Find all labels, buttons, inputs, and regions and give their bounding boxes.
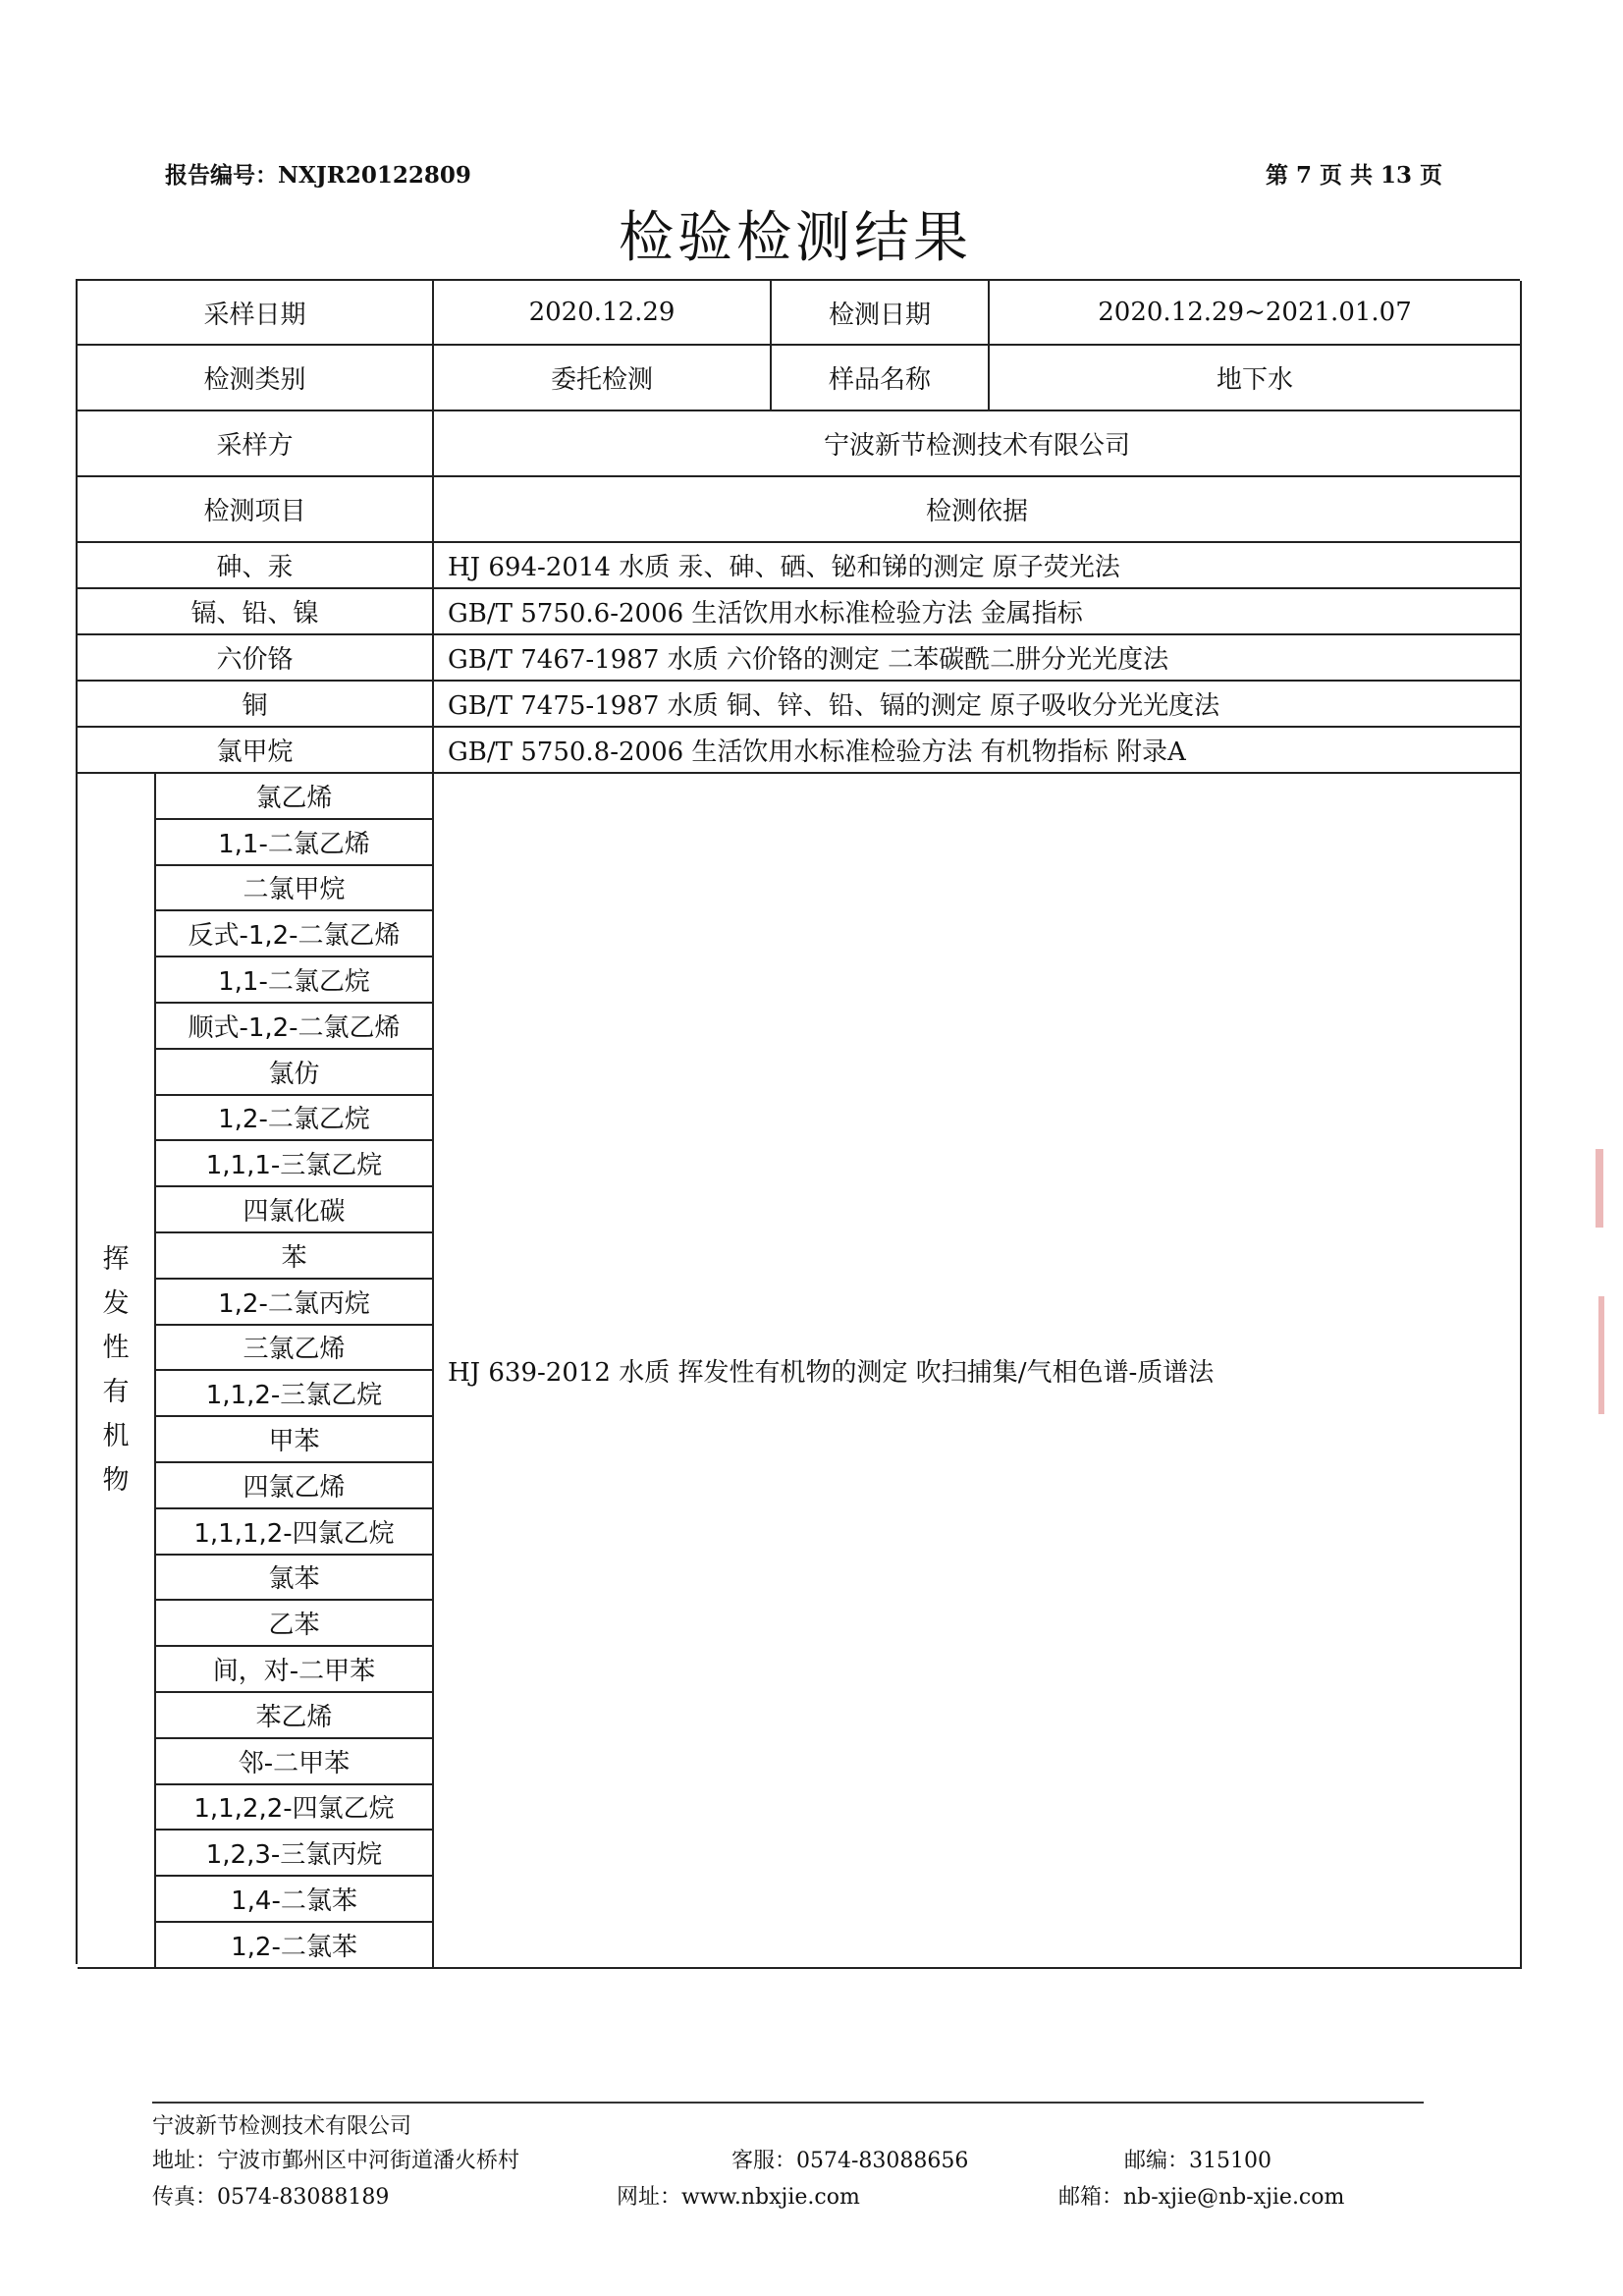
method-item: 六价铬 [78,635,434,682]
footer-company: 宁波新节检测技术有限公司 [152,2114,412,2139]
basis-header: 检测依据 [434,477,1522,543]
method-basis: HJ 694-2014 水质 汞、砷、硒、铋和锑的测定 原子荧光法 [434,543,1522,589]
voc-category-char: 机 [102,1421,130,1452]
report-number: 报告编号：NXJR20122809 [165,162,471,189]
footer-service: 客服：0574-83088656 [731,2149,969,2173]
footer-website: 网址：www.nbxjie.com [617,2185,860,2210]
method-basis: GB/T 7467-1987 水质 六价铬的测定 二苯碳酰二肼分光光度法 [434,635,1522,682]
voc-item: 反式-1,2-二氯乙烯 [156,911,434,957]
method-basis: GB/T 7475-1987 水质 铜、锌、铅、镉的测定 原子吸收分光光度法 [434,682,1522,728]
footer-address: 地址：宁波市鄞州区中河街道潘火桥村 [152,2149,520,2173]
results-table [76,279,1520,1964]
voc-item: 苯乙烯 [156,1693,434,1739]
voc-item: 1,1,2,2-四氯乙烷 [156,1785,434,1831]
page-title: 检验检测结果 [619,206,972,270]
voc-item: 1,1,2-三氯乙烷 [156,1371,434,1417]
method-item: 砷、汞 [78,543,434,589]
footer-fax: 传真：0574-83088189 [152,2185,390,2210]
seal-mark [1598,1296,1604,1414]
method-basis: GB/T 5750.8-2006 生活饮用水标准检验方法 有机物指标 附录A [434,728,1522,774]
footer-postcode: 邮编：315100 [1124,2149,1271,2173]
voc-item: 顺式-1,2-二氯乙烯 [156,1004,434,1050]
category-label: 检测类别 [78,346,434,411]
voc-item: 甲苯 [156,1417,434,1463]
voc-category-label [78,774,156,1969]
test-date-label: 检测日期 [772,281,990,346]
page-indicator: 第 7 页 共 13 页 [1265,162,1442,189]
voc-item: 间，对-二甲苯 [156,1647,434,1693]
voc-item: 1,1,1,2-四氯乙烷 [156,1509,434,1556]
seal-mark [1596,1149,1603,1228]
method-basis: GB/T 5750.6-2006 生活饮用水标准检验方法 金属指标 [434,589,1522,635]
category-value: 委托检测 [434,346,772,411]
voc-item: 氯仿 [156,1050,434,1096]
voc-item: 1,2-二氯丙烷 [156,1280,434,1326]
sampler-label: 采样方 [78,411,434,477]
voc-item: 苯 [156,1233,434,1280]
test-date: 2020.12.29~2021.01.07 [990,281,1522,346]
sample-name: 地下水 [990,346,1522,411]
sampling-date-label: 采样日期 [78,281,434,346]
sampling-date: 2020.12.29 [434,281,772,346]
voc-category-char: 发 [102,1288,130,1320]
voc-item: 1,1-二氯乙烯 [156,820,434,866]
item-header: 检测项目 [78,477,434,543]
voc-item: 1,1,1-三氯乙烷 [156,1141,434,1187]
voc-category-char: 物 [102,1465,130,1497]
voc-item: 四氯乙烯 [156,1463,434,1509]
voc-item: 1,4-二氯苯 [156,1877,434,1923]
voc-item: 四氯化碳 [156,1187,434,1233]
method-item: 镉、铅、镍 [78,589,434,635]
voc-basis: HJ 639-2012 水质 挥发性有机物的测定 吹扫捕集/气相色谱-质谱法 [434,774,1522,1969]
sample-name-label: 样品名称 [772,346,990,411]
footer-divider [152,2102,1424,2104]
voc-item: 三氯乙烯 [156,1326,434,1372]
voc-item: 1,2-二氯苯 [156,1923,434,1969]
voc-category-char: 挥 [102,1244,130,1276]
voc-item: 1,1-二氯乙烷 [156,957,434,1004]
method-item: 氯甲烷 [78,728,434,774]
voc-item: 氯苯 [156,1556,434,1602]
voc-item: 邻-二甲苯 [156,1739,434,1785]
voc-category-char: 性 [102,1333,130,1364]
sampler-value: 宁波新节检测技术有限公司 [434,411,1522,477]
voc-item: 二氯甲烷 [156,866,434,912]
voc-item: 1,2,3-三氯丙烷 [156,1831,434,1877]
method-item: 铜 [78,682,434,728]
footer-email: 邮箱：nb-xjie@nb-xjie.com [1058,2185,1345,2210]
voc-item: 乙苯 [156,1601,434,1647]
voc-item: 氯乙烯 [156,774,434,820]
voc-item: 1,2-二氯乙烷 [156,1096,434,1142]
voc-category-char: 有 [102,1377,130,1408]
